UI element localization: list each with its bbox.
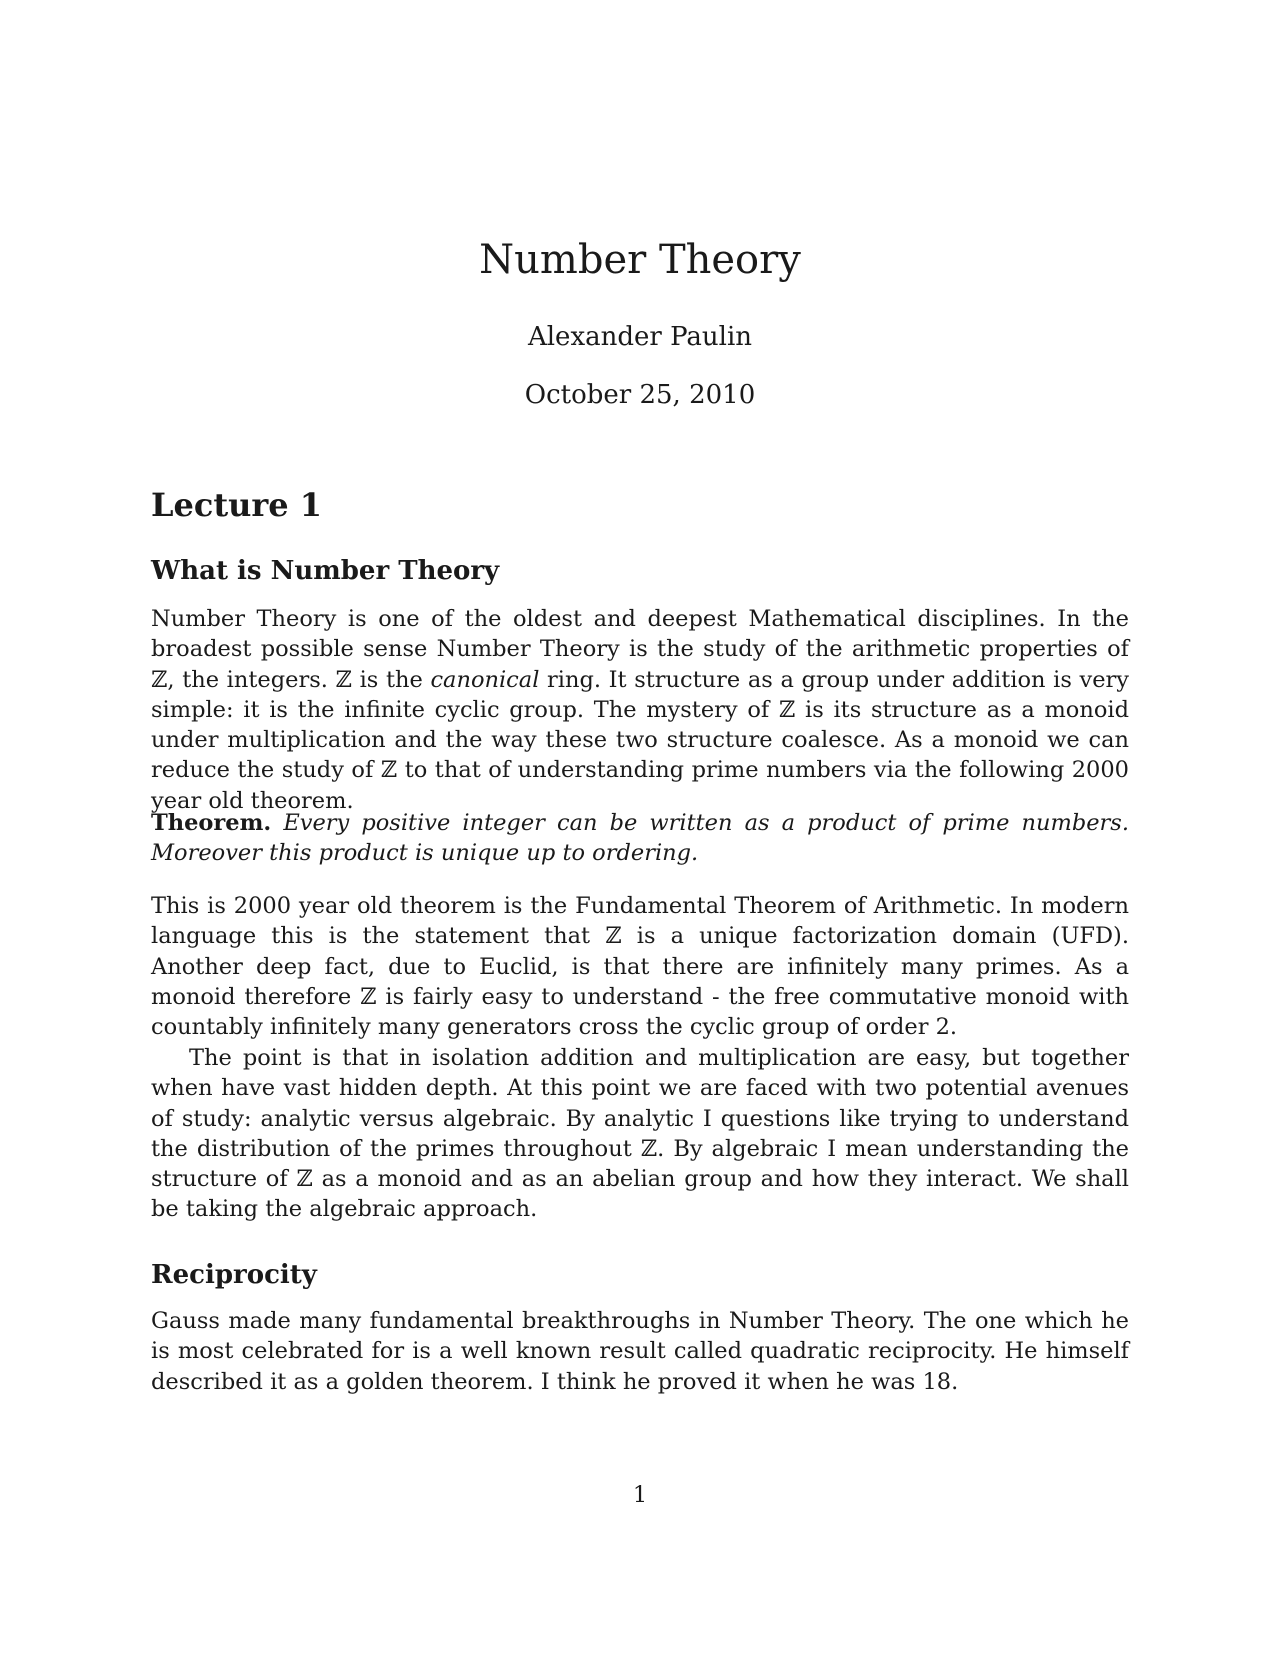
- section-heading-reciprocity: Reciprocity: [151, 1260, 317, 1290]
- paragraph-intro: [151, 604, 1129, 816]
- paragraph-intro-part-2: ring. It structure as a group under addition is very simple: it is the infinite cyclic group. The mystery of ℤ is its structure as a monoid under multiplication and the way these two structure coalesce. As a monoid we can reduce the study of ℤ to that of understanding prime numbers via the following 2000 year old theorem.: [151, 666, 1129, 814]
- theorem-block: [151, 808, 1129, 869]
- paragraph-fundamental-theorem: This is 2000 year old theorem is the Fundamental Theorem of Arithmetic. In modern language this is the statement that ℤ is a unique factorization domain (UFD). Another deep fact, due to Euclid, is that there are infinitely many primes. As a monoid therefore ℤ is fairly easy to understand - the free commutative monoid with countably infinitely many generators cross the cyclic group of order 2.: [151, 893, 1129, 1041]
- lecture-heading: Lecture 1: [151, 486, 323, 524]
- theorem-statement: Every positive integer can be written as a product of prime numbers. Moreover this product is unique up to ordering.: [151, 810, 1129, 867]
- paragraph-intro-part-1: Number Theory is one of the oldest and deepest Mathematical disciplines. In the broadest possible sense Number Theory is the study of the arithmetic properties of ℤ, the integers. ℤ is the: [151, 606, 1129, 693]
- document-author: Alexander Paulin: [527, 322, 753, 352]
- paragraph-avenues-of-study: The point is that in isolation addition and multiplication are easy, but together when have vast hidden depth. At this point we are faced with two potential avenues of study: analytic versus algebraic. By analytic I questions like trying to understand the distribution of the primes throughout ℤ. By algebraic I mean understanding the structure of ℤ as a monoid and as an abelian group and how they interact. We shall be taking the algebraic approach.: [151, 1045, 1129, 1223]
- document-title: Number Theory: [479, 237, 801, 283]
- section-heading-what-is-number-theory: What is Number Theory: [151, 556, 500, 586]
- paragraph-reciprocity: Gauss made many fundamental breakthroughs in Number Theory. The one which he is most celebrated for is a well known result called quadratic reciprocity. He himself described it as a golden theorem. I think he proved it when he was 18.: [151, 1308, 1129, 1395]
- page-number: 1: [632, 1482, 648, 1508]
- document-date: October 25, 2010: [524, 380, 756, 410]
- theorem-label: Theorem.: [151, 810, 272, 836]
- emphasis-canonical: canonical: [430, 666, 540, 693]
